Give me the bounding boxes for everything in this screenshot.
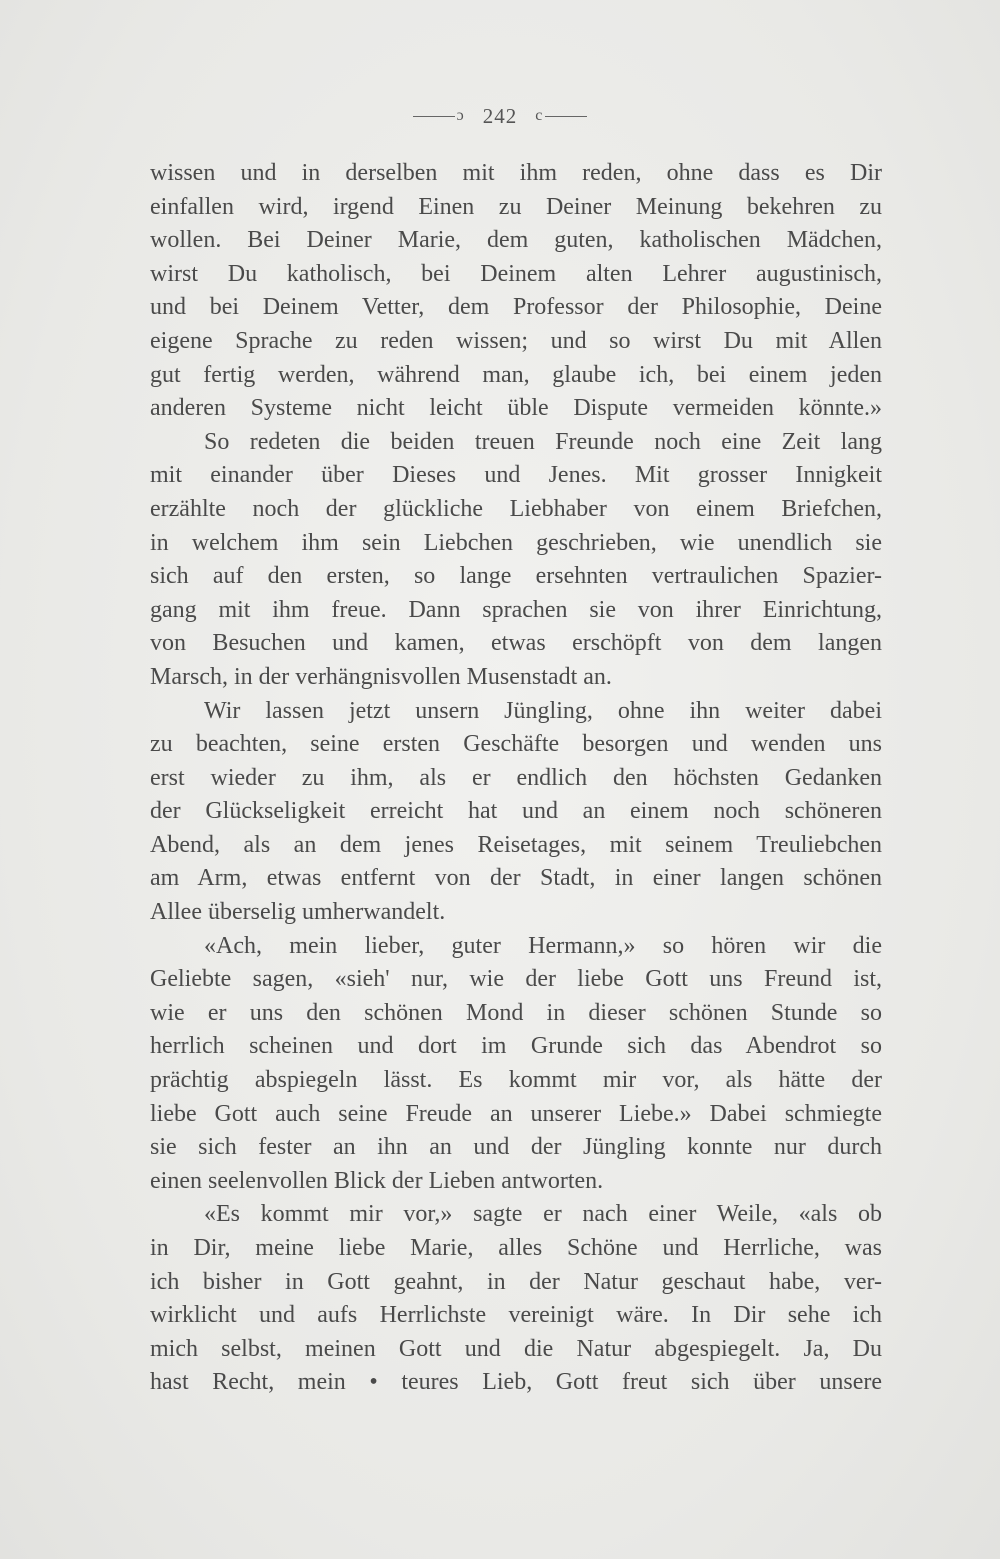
text-line: wollen. Bei Deiner Marie, dem guten, katholischen Mädchen, bbox=[150, 227, 882, 254]
text-line: von Besuchen und kamen, etwas erschöpft von dem langen bbox=[150, 630, 882, 657]
text-line: gut fertig werden, während man, glaube ich, bei einem jeden bbox=[150, 361, 882, 388]
text-line: wie er uns den schönen Mond in dieser schönen Stunde so bbox=[150, 999, 882, 1026]
text-line: prächtig abspiegeln lässt. Es kommt mir vor, als hätte der bbox=[150, 1067, 882, 1094]
text-line: liebe Gott auch seine Freude an unserer Liebe.» Dabei schmiegte bbox=[150, 1100, 882, 1127]
text-line: mich selbst, meinen Gott und die Natur abgespiegelt. Ja, Du bbox=[150, 1335, 882, 1362]
text-line: in Dir, meine liebe Marie, alles Schöne und Herrliche, was bbox=[150, 1235, 882, 1261]
text-line: zu beachten, seine ersten Geschäfte besorgen und wenden uns bbox=[150, 731, 882, 758]
header-rule-right bbox=[545, 116, 587, 117]
text-line: und bei Deinem Vetter, dem Professor der Philosophie, Deine bbox=[150, 294, 882, 321]
text-line: am Arm, etwas entfernt von der Stadt, in einer langen schönen bbox=[150, 865, 882, 892]
text-line: gang mit ihm freue. Dann sprachen sie von ihrer Einrichtung, bbox=[150, 596, 882, 623]
text-line: sie sich fester an ihn an und der Jüngling konnte nur durch bbox=[150, 1134, 882, 1161]
page-header bbox=[0, 102, 1000, 129]
text-line: Allee überselig umherwandelt. bbox=[150, 899, 446, 926]
header-ornament-right: c bbox=[535, 107, 544, 125]
text-line: mit einander über Dieses und Jenes. Mit grosser Innigkeit bbox=[150, 462, 882, 489]
text-line: ich bisher in Gott geahnt, in der Natur geschaut habe, ver- bbox=[150, 1268, 882, 1295]
text-line: Wir lassen jetzt unsern Jüngling, ohne ihn weiter dabei bbox=[204, 697, 882, 724]
text-line: Geliebte sagen, «sieh' nur, wie der liebe Gott uns Freund ist, bbox=[150, 966, 882, 993]
text-line: herrlich scheinen und dort im Grunde sich das Abendrot so bbox=[150, 1033, 882, 1060]
text-line: «Es kommt mir vor,» sagte er nach einer Weile, «als ob bbox=[204, 1201, 882, 1228]
text-line: wirst Du katholisch, bei Deinem alten Lehrer augustinisch, bbox=[150, 260, 882, 287]
text-line: eigene Sprache zu reden wissen; und so wirst Du mit Allen bbox=[150, 327, 882, 354]
text-line: Abend, als an dem jenes Reisetages, mit seinem Treuliebchen bbox=[150, 831, 882, 858]
text-line: «Ach, mein lieber, guter Hermann,» so hören wir die bbox=[204, 932, 882, 959]
text-line: So redeten die beiden treuen Freunde noch eine Zeit lang bbox=[204, 428, 882, 455]
text-line: anderen Systeme nicht leicht üble Dispute vermeiden könnte.» bbox=[150, 395, 882, 422]
header-ornament-left: ɔ bbox=[456, 107, 465, 125]
text-line: wirklicht und aufs Herrlichste vereinigt wäre. In Dir sehe ich bbox=[150, 1302, 882, 1329]
text-line: sich auf den ersten, so lange ersehnten vertraulichen Spazier- bbox=[150, 563, 882, 590]
text-line: wissen und in derselben mit ihm reden, ohne dass es Dir bbox=[150, 160, 882, 186]
text-line: einen seelenvollen Blick der Lieben antworten. bbox=[150, 1167, 604, 1194]
header-rule-left bbox=[413, 116, 455, 117]
text-line: erst wieder zu ihm, als er endlich den höchsten Gedanken bbox=[150, 764, 882, 791]
text-line: hast Recht, mein • teures Lieb, Gott freut sich über unsere bbox=[150, 1369, 882, 1396]
text-line: der Glückseligkeit erreicht hat und an einem noch schöneren bbox=[150, 798, 882, 825]
text-line: erzählte noch der glückliche Liebhaber von einem Briefchen, bbox=[150, 495, 882, 522]
page-number: 242 bbox=[482, 103, 518, 128]
body-text bbox=[150, 157, 882, 1400]
text-line: Marsch, in der verhängnisvollen Musenstadt an. bbox=[150, 663, 612, 690]
text-line: in welchem ihm sein Liebchen geschrieben, wie unendlich sie bbox=[150, 529, 882, 556]
text-line: einfallen wird, irgend Einen zu Deiner Meinung bekehren zu bbox=[150, 193, 882, 220]
